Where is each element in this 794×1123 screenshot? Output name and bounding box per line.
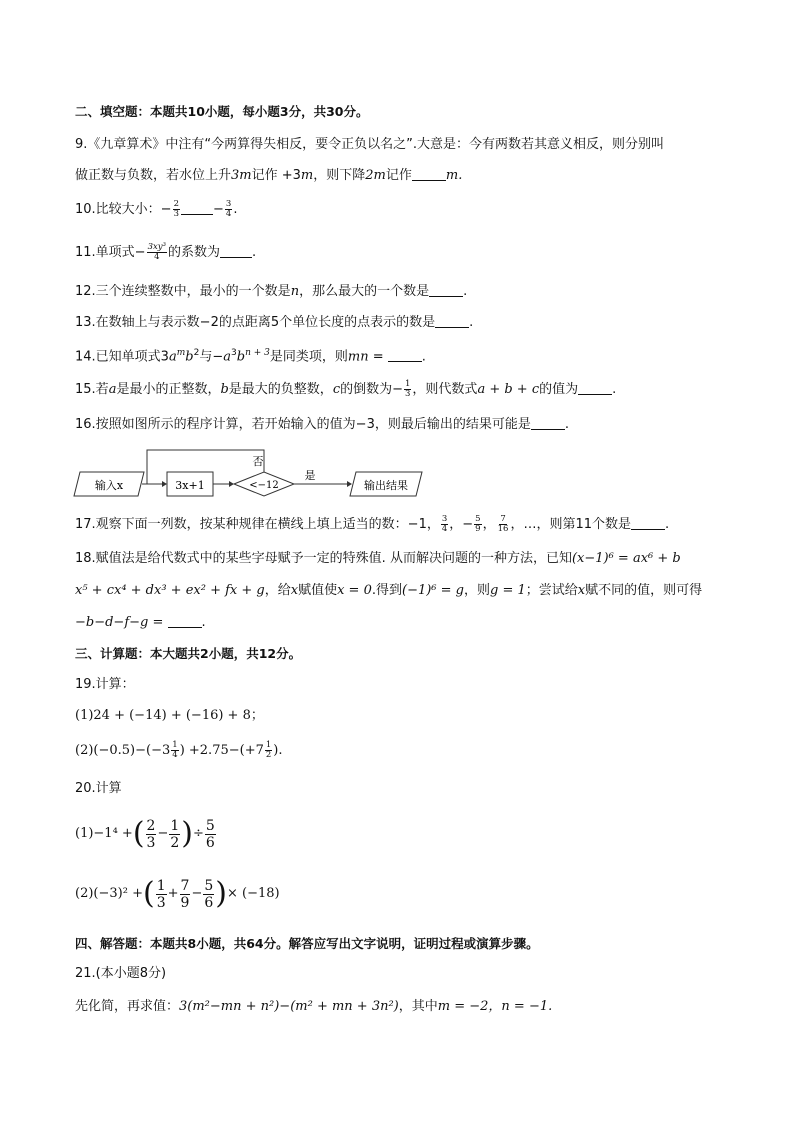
fraction: $\frac{1}{2}$	[170, 817, 180, 851]
answer-blank[interactable]	[578, 380, 612, 395]
fraction: $\frac{2}{3}$	[173, 199, 179, 219]
answer-blank[interactable]	[388, 347, 422, 362]
output-label: 输出结果	[364, 479, 408, 492]
question-20-part-2: (2)(−3)² + ( $\frac{1}{3}$ + $\frac{7}{9}$ − $\frac{5}{6}$ ) × (−18)	[75, 876, 280, 911]
answer-blank[interactable]	[531, 415, 565, 430]
fraction: $\frac{5}{6}$	[205, 817, 215, 851]
question-20: 20.计算	[75, 781, 122, 796]
fraction: $\frac{2}{3}$	[146, 817, 156, 851]
question-13: 13.在数轴上与表示数−2的点距离5个单位长度的点表示的数是 .	[75, 315, 474, 330]
answer-blank[interactable]	[435, 313, 469, 328]
section-3-heading: 三、计算题：本大题共2小题，共12分。	[75, 646, 302, 661]
fraction: $\frac{1}{3}$	[156, 877, 166, 911]
fraction: $\frac{3}{4}$	[225, 199, 232, 219]
question-16: 16.按照如图所示的程序计算，若开始输入的值为−3，则最后输出的结果可能是 .	[75, 417, 569, 432]
arrow-right-icon	[162, 481, 167, 487]
answer-blank[interactable]	[181, 200, 213, 215]
operation-label: 3x+1	[175, 479, 205, 492]
question-17: 17.观察下面一列数，按某种规律在横线上填上适当的数：−1， $\frac{3}{4}$ ，− $\frac{5}{9}$ ， $\frac{7}{16}$ ，…，则第11个数是 .	[75, 514, 670, 534]
question-19-part-1: (1)24 + (−14) + (−16) + 8；	[75, 708, 264, 723]
question-21: 先化简，再求值：3(m²−mn + n²)−(m² + mn + 3n²)，其中m = −2，n = −1.	[75, 999, 553, 1014]
question-12: 12.三个连续整数中，最小的一个数是n，那么最大的一个数是 .	[75, 284, 468, 299]
question-14: 14.已知单项式$3a^mb^2$与$-a^3b^{n + 3}$是同类项，则mn = .	[75, 348, 426, 365]
question-19: 19.计算：	[75, 677, 135, 692]
answer-blank[interactable]	[412, 166, 446, 181]
answer-blank[interactable]	[429, 282, 463, 297]
no-label: 否	[252, 455, 264, 468]
question-15: 15.若a是最小的正整数，b是最大的负整数，c的倒数为− $\frac{1}{3}$ ，则代数式a + b + c的值为 .	[75, 379, 617, 399]
fraction: $\frac{1}{2}$	[265, 740, 272, 760]
question-9-line-1: 9.《九章算术》中注有“今两算得失相反，要令正负以名之”.大意是：今有两数若其意义相反，则分别叫	[75, 137, 665, 152]
question-20-part-1: (1)−1⁴ + ( $\frac{2}{3}$ − $\frac{1}{2}$ ) ÷ $\frac{5}{6}$	[75, 816, 215, 851]
fraction: $\frac{1}{3}$	[405, 379, 411, 399]
section-4-heading: 四、解答题：本题共8小题，共64分。解答应写出文字说明，证明过程或演算步骤。	[75, 936, 539, 951]
answer-blank[interactable]	[168, 613, 202, 628]
fraction: $\frac{5}{9}$	[475, 514, 481, 534]
question-11: 11.单项式− $\frac{\text{3xy³}}{4}$ 的系数为 .	[75, 242, 257, 262]
question-10: 10.比较大小：− $\frac{2}{3}$ − $\frac{3}{4}$ .	[75, 199, 238, 219]
fraction: $\frac{5}{6}$	[204, 877, 214, 911]
condition-label: <−12	[249, 480, 279, 491]
fraction: $\frac{7}{9}$	[180, 877, 190, 911]
arrow-right-icon	[347, 481, 352, 487]
answer-blank[interactable]	[631, 515, 665, 530]
section-2-heading: 二、填空题：本题共10小题，每小题3分，共30分。	[75, 104, 369, 119]
question-18-line-2: x⁵ + cx⁴ + dx³ + ex² + fx + g，给x赋值使x = 0.得到(−1)⁶ = g，则g = 1；尝试给x赋不同的值，则可得	[75, 583, 703, 598]
input-label: 输入x	[94, 479, 124, 492]
question-18-line-1: 18.赋值法是给代数式中的某些字母赋予一定的特殊值. 从而解决问题的一种方法，已知(x−1)⁶ = ax⁶ + b	[75, 551, 681, 566]
program-flowchart	[72, 444, 432, 504]
question-21-header: 21.(本小题8分)	[75, 966, 167, 981]
fraction: $\frac{1}{4}$	[172, 740, 178, 760]
yes-label: 是	[304, 469, 316, 482]
question-18-line-3: −b−d−f−g = .	[75, 615, 206, 630]
question-9-line-2: 做正数与负数，若水位上升3m记作 +3m，则下降2m记作 m.	[75, 168, 463, 183]
question-19-part-2: (2)(−0.5)−(−3 $\frac{1}{4}$ ) +2.75−(+7 $\frac{1}{2}$ ).	[75, 740, 283, 760]
fraction: $\frac{7}{16}$	[497, 514, 509, 534]
answer-blank[interactable]	[220, 243, 252, 258]
fraction: $\frac{\text{3xy³}}{4}$	[147, 242, 166, 262]
fraction: $\frac{3}{4}$	[441, 514, 448, 534]
